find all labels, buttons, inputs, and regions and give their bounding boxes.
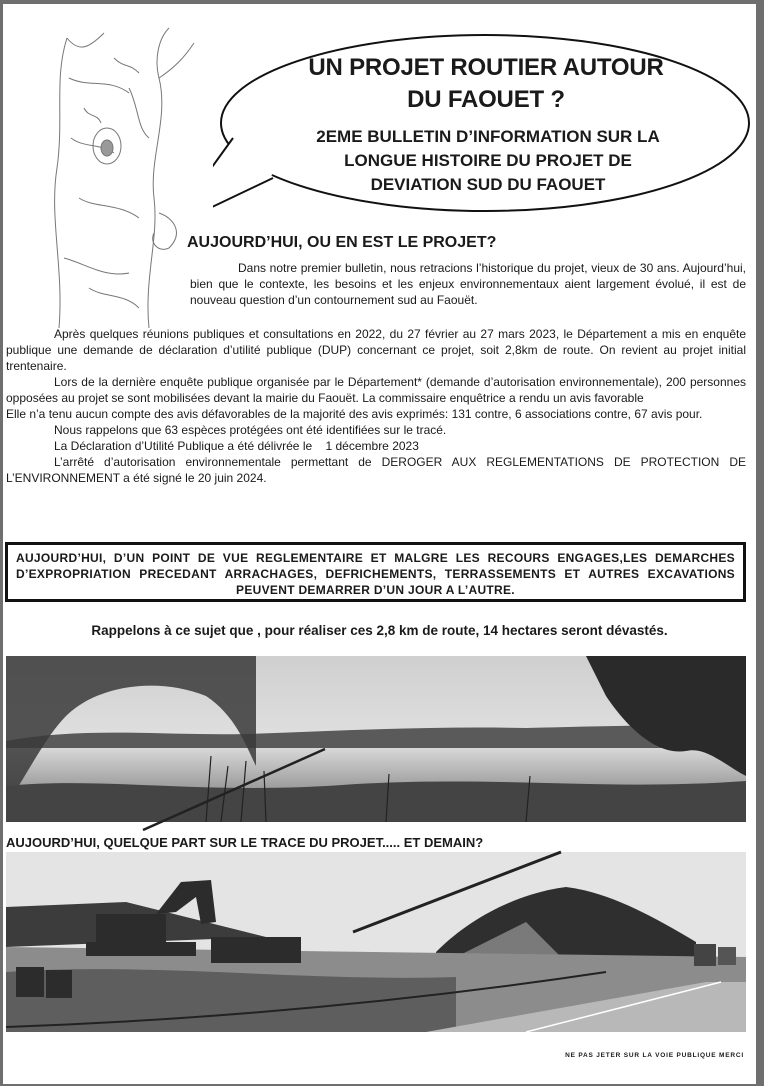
reminder-statement: Rappelons à ce sujet que , pour réaliser ces 2,8 km de route, 14 hectares seront dévastés. [91,623,668,638]
page-title [251,52,721,116]
subtitle-line-2: LONGUE HISTOIRE DU PROJET DE [344,151,632,170]
warning-box: AUJOURD’HUI, D’UN POINT DE VUE REGLEMENTAIRE ET MALGRE LES RECOURS ENGAGES,LES DEMARCHES D’EXPROPRIATION PRECEDANT ARRACHAGES, DEFRICHEMENTS, TERRASSEMENTS ET AUTRES EXCAVATIONS PEUVENT DEMARRER D’UN JOUR A L’AUTRE. [5,542,746,602]
section-heading-trace: AUJOURD’HUI, QUELQUE PART SUR LE TRACE DU PROJET..... ET DEMAIN? [6,835,484,850]
tree-face-sketch [9,18,209,328]
subtitle-line-1: 2EME BULLETIN D’INFORMATION SUR LA [316,127,660,146]
body-text [6,326,746,486]
subtitle [253,125,723,197]
subtitle-line-3: DEVIATION SUD DU FAOUET [370,175,606,194]
footer-notice: NE PAS JETER SUR LA VOIE PUBLIQUE MERCI [565,1052,744,1059]
paragraph-derogation: L’arrêté d’autorisation environnementale permettant de DEROGER AUX REGLEMENTATIONS DE PROTECTION DE L’ENVIRONNEMENT a été signé le 20 juin 2024. [6,455,746,485]
paragraph-species: Nous rappelons que 63 espèces protégées ont été identifiées sur le tracé. [54,423,447,437]
title-line-1: UN PROJET ROUTIER AUTOUR [308,54,664,81]
paragraph-public-inquiry: Après quelques réunions publiques et consultations en 2022, du 27 février au 27 mars 2023, le Département a mis en enquête publique une demande de déclaration d’utilité publique (DUP) concernant ce projet, soit 2,8km de route. On revient au projet initial trentenaire. [6,327,746,373]
paragraph-last-inquiry: Lors de la dernière enquête publique organisée par le Département* (demande d’autorisation environnementale), 200 personnes opposées au projet se sont mobilisées devant la mairie du Faouët. La commissaire enquêtrice a rendu un avis favorable [6,375,746,405]
leaflet-page [3,4,756,1084]
intro-paragraph: Dans notre premier bulletin, nous retracions l’historique du projet, vieux de 30 ans. Aujourd’hui, bien que le contexte, les besoins et les enjeux environnementaux aient largement évolué, il est de nouveau question d’un contournement sud au Faouët. [190,261,746,307]
section-heading-status: AUJOURD’HUI, OU EN EST LE PROJET? [187,234,497,251]
paragraph-opinions: Elle n’a tenu aucun compte des avis défavorables de la majorité des avis exprimés: 131 contre, 6 associations contre, 67 avis pour. [6,407,703,421]
construction-road-photo [6,852,746,1032]
paragraph-dup-date: La Déclaration d’Utilité Publique a été délivrée le 1 décembre 2023 [54,439,419,453]
field-landscape-photo [6,656,746,822]
title-line-2: DU FAOUET ? [407,86,565,113]
